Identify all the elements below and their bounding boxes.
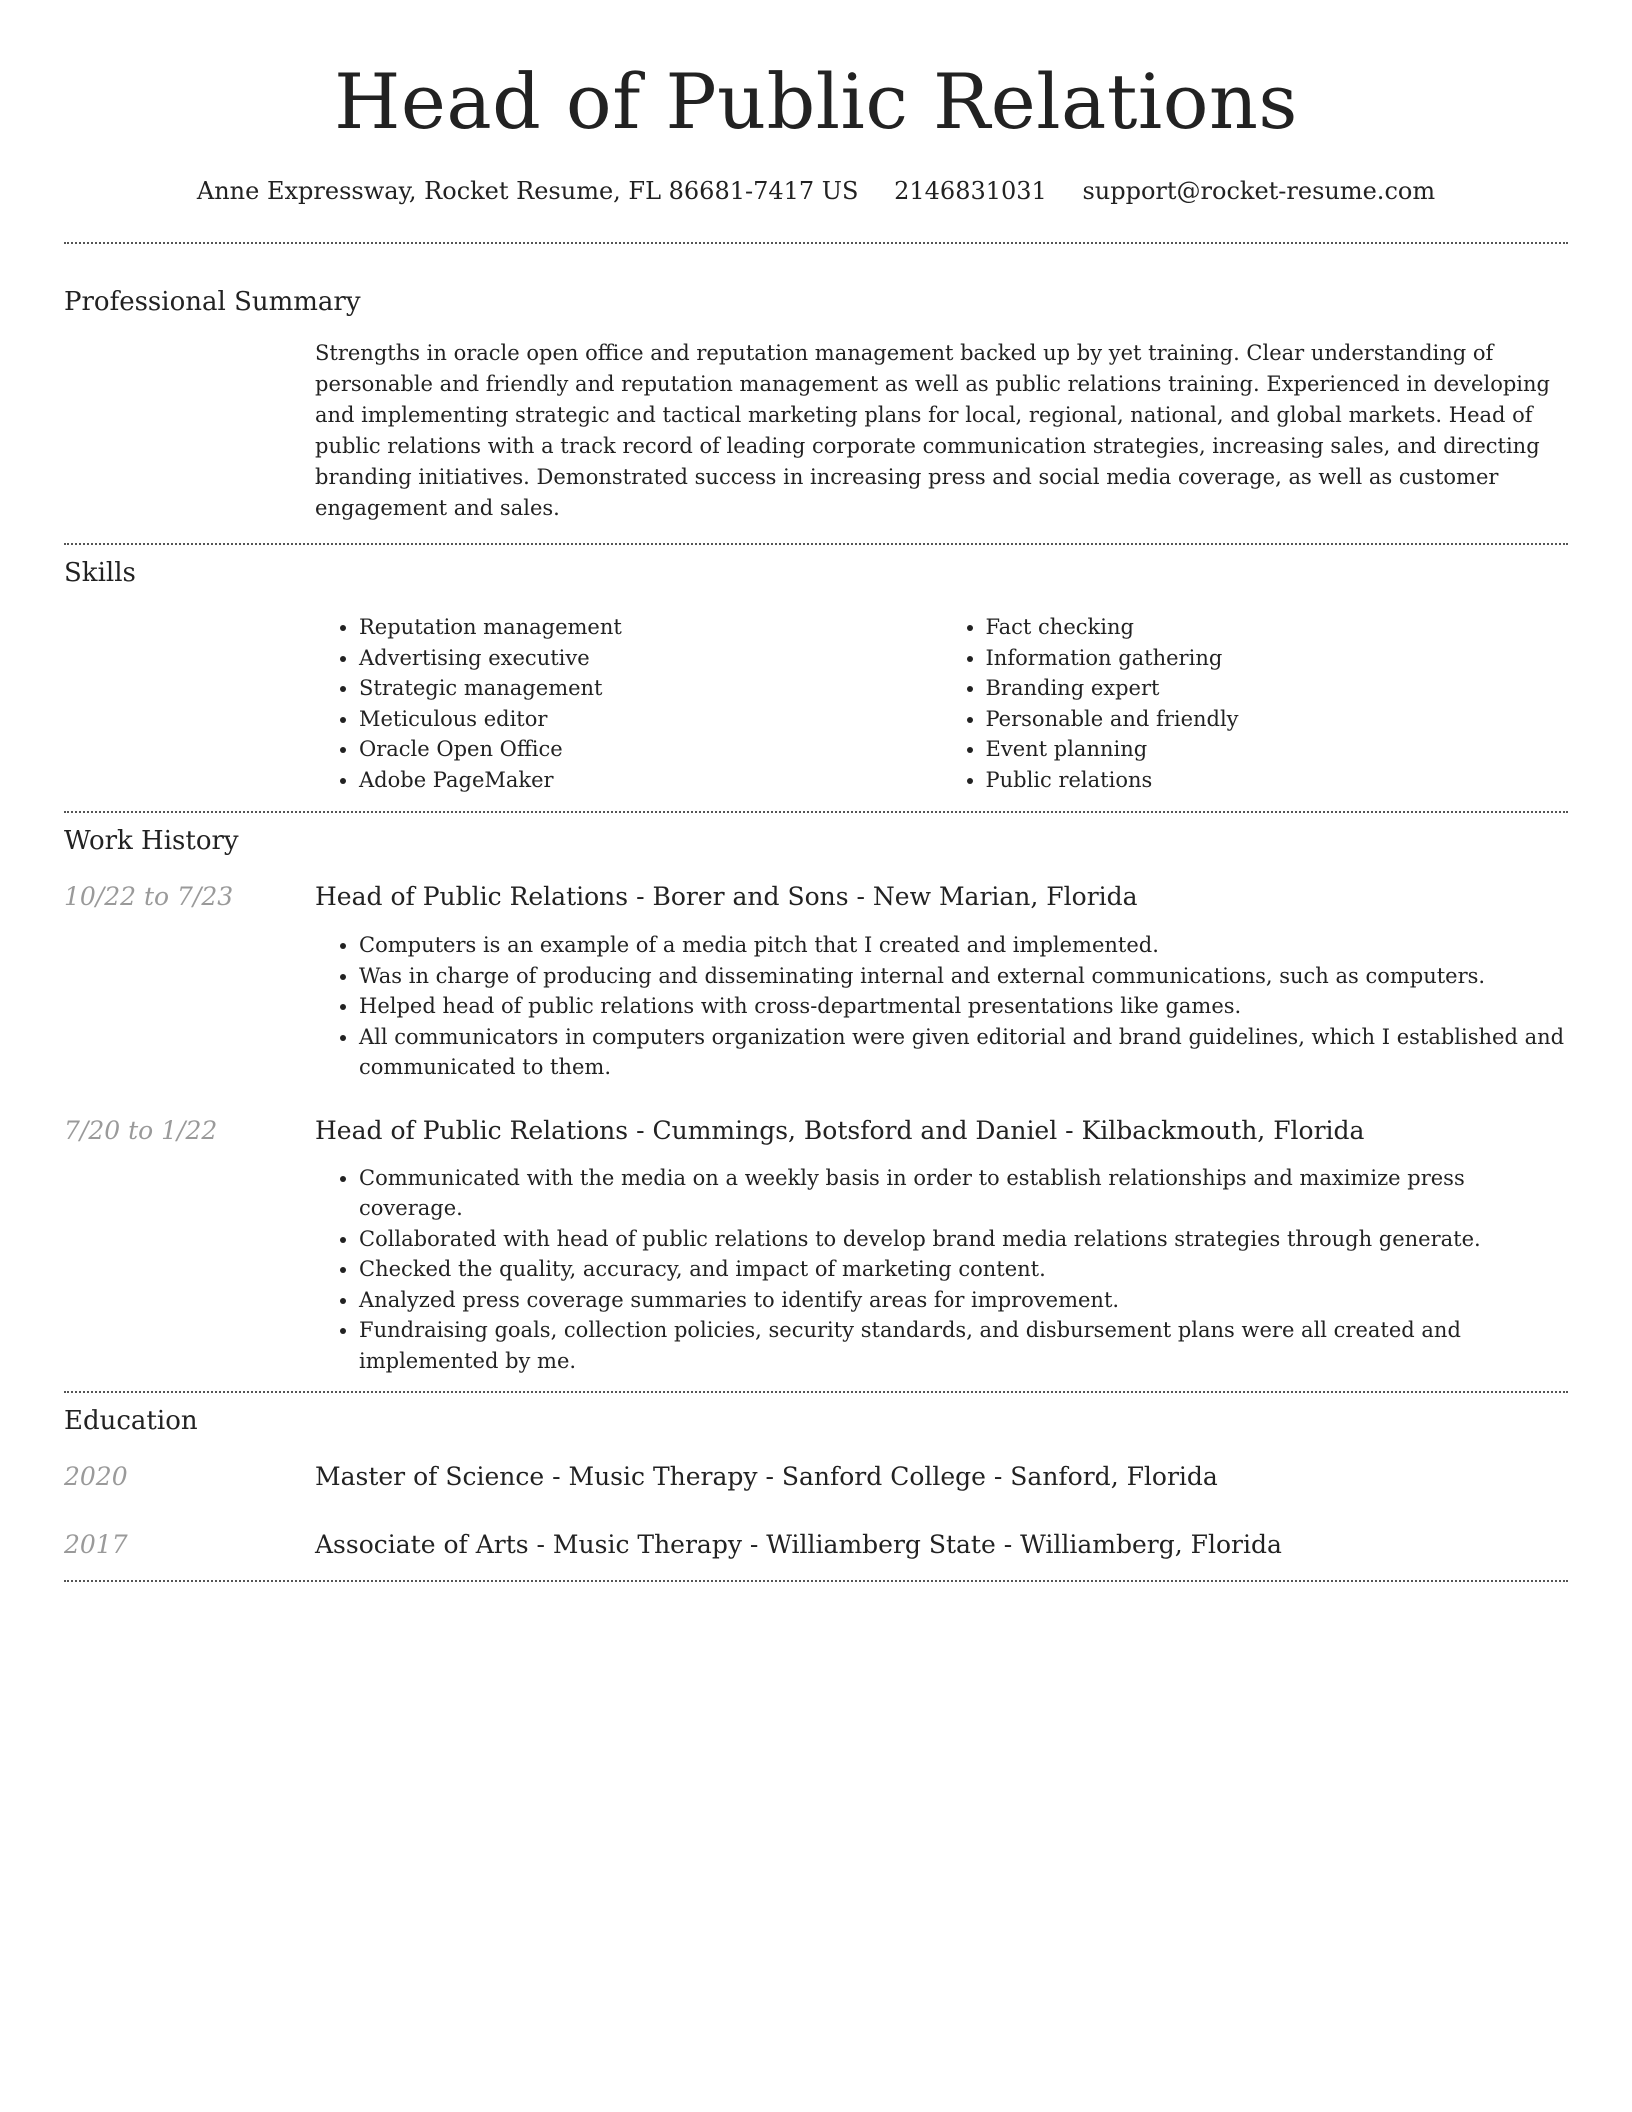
skill-item: • Event planning	[986, 734, 1569, 765]
job-bullet: • Checked the quality, accuracy, and impact of marketing content.	[359, 1254, 1568, 1285]
section-divider	[64, 543, 1568, 545]
education-entry	[64, 1461, 1568, 1493]
job-bullet: • Helped head of public relations with cross-departmental presentations like games.	[359, 991, 1568, 1022]
job-content	[315, 1115, 1568, 1377]
work-history-heading: Work History	[64, 826, 239, 856]
education-school: - Williamberg State - Williamberg, Florida	[741, 1530, 1282, 1559]
contact-phone: 2146831031	[894, 177, 1047, 205]
page-title: Head of Public Relations	[334, 57, 1298, 146]
skill-item: • Fact checking	[986, 612, 1569, 643]
job-entry	[64, 881, 1568, 1083]
section-divider	[64, 1580, 1568, 1582]
job-content	[315, 881, 1568, 1083]
skills-column-right	[942, 612, 1569, 795]
job-entry	[64, 1115, 1568, 1377]
job-title: Head of Public Relations	[315, 1115, 629, 1145]
education-year: 2017	[64, 1530, 128, 1559]
job-bullets	[315, 930, 1568, 1083]
skill-item: • Meticulous editor	[359, 704, 942, 735]
skill-item: • Oracle Open Office	[359, 734, 942, 765]
skill-item: • Adobe PageMaker	[359, 765, 942, 796]
skills-section	[64, 558, 1568, 795]
summary-section	[64, 287, 1568, 524]
job-bullet: • Communicated with the media on a weekly basis in order to establish relationships and maximize press coverage.	[359, 1163, 1568, 1224]
job-title: Head of Public Relations	[315, 882, 629, 911]
skill-item: • Personable and friendly	[986, 704, 1569, 735]
job-bullets	[315, 1163, 1568, 1377]
education-degree: Master of Science - Music Therapy	[315, 1462, 758, 1491]
skill-item: • Information gathering	[986, 643, 1569, 674]
education-line	[315, 1529, 1568, 1561]
job-title-line	[315, 881, 1568, 913]
education-heading: Education	[64, 1406, 198, 1436]
section-divider	[64, 1391, 1568, 1393]
education-entry	[64, 1529, 1568, 1561]
education-year: 2020	[64, 1462, 128, 1491]
skills-heading: Skills	[64, 558, 136, 588]
job-bullet: • Analyzed press coverage summaries to identify areas for improvement.	[359, 1285, 1568, 1316]
skill-item: • Branding expert	[986, 673, 1569, 704]
job-bullet: • Computers is an example of a media pitch that I created and implemented.	[359, 930, 1568, 961]
summary-text: Strengths in oracle open office and reputation management backed up by yet training. Clear understanding of personable and friendly and reputation management as well as public relations training. Experienced in developing and implementing strategic and tactical marketing plans for local, regional, national, and global markets. Head of public relations with a track record of leading corporate communication strategies, increasing sales, and directing branding initiatives. Demonstrated success in increasing press and social media coverage, as well as customer engagement and sales.	[315, 341, 1550, 520]
skills-column-left	[315, 612, 942, 795]
job-dates: 7/20 to 1/22	[64, 1115, 218, 1145]
resume-page	[64, 0, 1568, 1582]
education-line	[315, 1461, 1568, 1493]
skill-item: • Reputation management	[359, 612, 942, 643]
education-school: - Sanford College - Sanford, Florida	[757, 1462, 1218, 1491]
contact-line	[64, 176, 1568, 206]
skill-item: • Advertising executive	[359, 643, 942, 674]
summary-heading: Professional Summary	[64, 287, 361, 317]
resume-header	[64, 0, 1568, 206]
work-history-section	[64, 826, 1568, 1376]
skill-item: • Public relations	[986, 765, 1569, 796]
job-title-line	[315, 1115, 1568, 1147]
education-section	[64, 1406, 1568, 1561]
section-divider	[64, 242, 1568, 244]
job-bullet: • Was in charge of producing and disseminating internal and external communications, such as computers.	[359, 961, 1568, 992]
section-divider	[64, 811, 1568, 813]
job-employer: - Borer and Sons - New Marian, Florida	[628, 882, 1138, 911]
job-bullet: • Collaborated with head of public relations to develop brand media relations strategies through generate.	[359, 1224, 1568, 1255]
skill-item: • Strategic management	[359, 673, 942, 704]
job-employer: - Cummings, Botsford and Daniel - Kilbackmouth, Florida	[628, 1115, 1365, 1145]
contact-email: support@rocket-resume.com	[1082, 177, 1436, 205]
job-bullet: • All communicators in computers organization were given editorial and brand guidelines, which I established and communicated to them.	[359, 1022, 1568, 1083]
skills-list	[315, 612, 1568, 795]
education-degree: Associate of Arts - Music Therapy	[315, 1530, 742, 1559]
job-dates: 10/22 to 7/23	[64, 882, 234, 911]
contact-address: Anne Expressway, Rocket Resume, FL 86681-7417 US	[196, 177, 859, 205]
job-bullet: • Fundraising goals, collection policies, security standards, and disbursement plans were all created and implemented by me.	[359, 1315, 1568, 1376]
